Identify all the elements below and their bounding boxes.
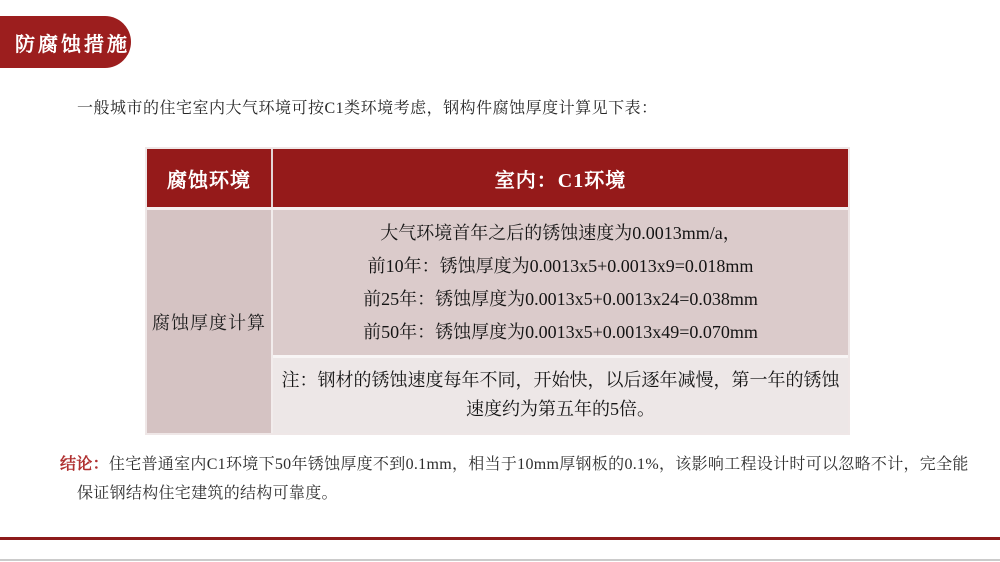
conclusion-label: 结论： [60,456,109,473]
note-line-2: 速度约为第五年的5倍。 [466,399,655,419]
table-header-row [147,149,848,207]
calc-cell [273,210,848,433]
footer-red-rule [0,537,1000,540]
calc-line-50y: 前50年：锈蚀厚度为0.0013x5+0.0013x49=0.070mm [363,322,758,342]
calc-section [273,210,848,355]
intro-text: 一般城市的住宅室内大气环境可按C1类环境考虑，钢构件腐蚀厚度计算见下表： [77,100,658,117]
section-title-banner [0,16,131,68]
calc-line-rate: 大气环境首年之后的锈蚀速度为0.0013mm/a， [380,223,741,243]
section-title: 防腐蚀措施 [15,33,130,56]
table-header-environment: 腐蚀环境 [147,149,273,207]
calc-line-25y: 前25年：锈蚀厚度为0.0013x5+0.0013x24=0.038mm [363,289,758,309]
conclusion-text: 住宅普通室内C1环境下50年锈蚀厚度不到0.1mm，相当于10mm厚钢板的0.1%，该影响工程设计时可以忽略不计，完全能保证钢结构住宅建筑的结构可靠度。 [77,456,969,502]
footer-gray-rule [0,559,1000,561]
corrosion-table [145,147,850,435]
row-label-thickness-calc: 腐蚀厚度计算 [147,210,273,433]
table-body-row [147,207,848,433]
table-header-indoor-c1: 室内：C1环境 [494,169,627,192]
calc-line-10y: 前10年：锈蚀厚度为0.0013x5+0.0013x9=0.018mm [367,256,754,276]
conclusion-paragraph [60,450,972,508]
note-section [273,355,848,433]
note-line-1: 注：钢材的锈蚀速度每年不同，开始快，以后逐年减慢，第一年的锈蚀 [281,370,840,390]
